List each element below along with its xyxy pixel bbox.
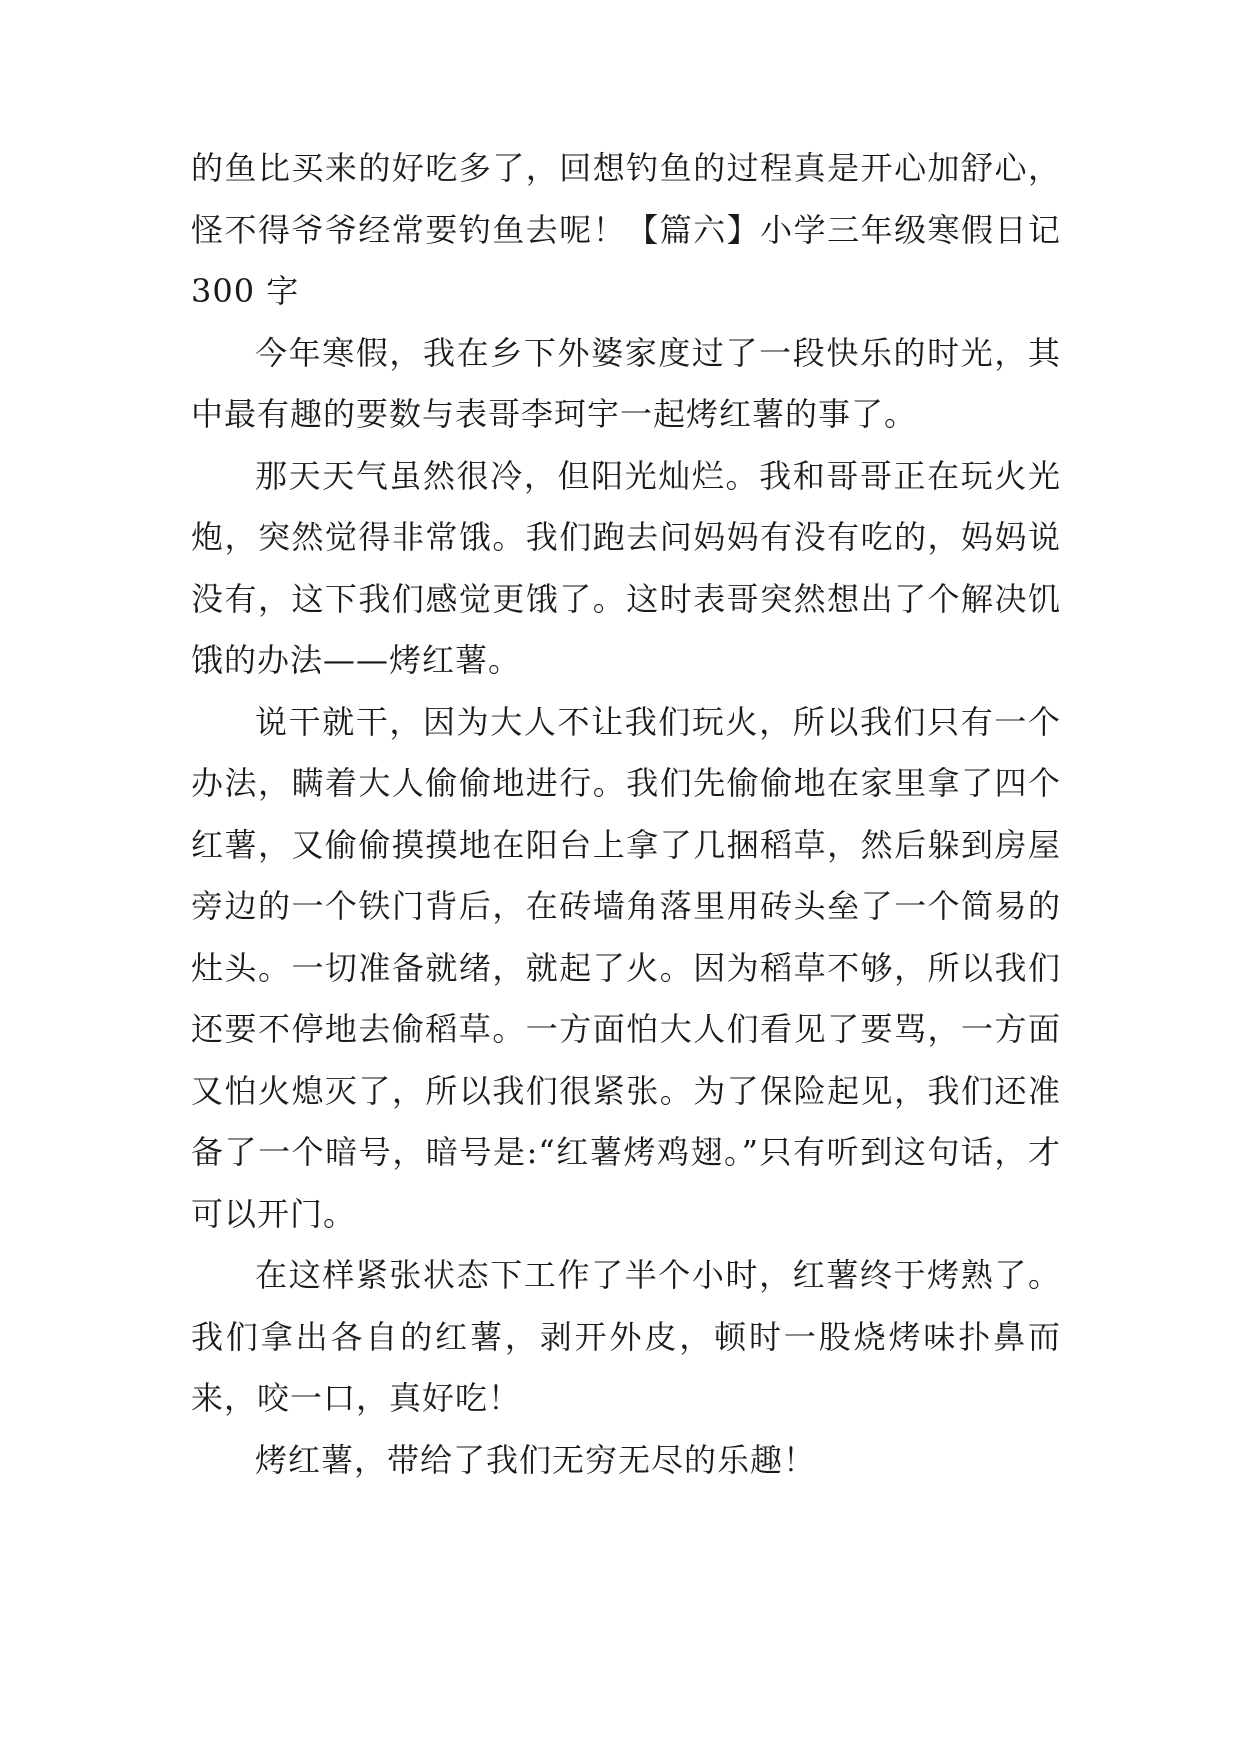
paragraph-1: 的鱼比买来的好吃多了，回想钓鱼的过程真是开心加舒心，怪不得爷爷经常要钓鱼去呢！【篇六】小学三年级寒假日记 300 字: [191, 149, 1061, 310]
paragraph-3: 那天天气虽然很冷，但阳光灿烂。我和哥哥正在玩火光炮，突然觉得非常饿。我们跑去问妈妈有没有吃的，妈妈说没有，这下我们感觉更饿了。这时表哥突然想出了个解决饥饿的办法——烤红薯。: [191, 456, 1061, 679]
document-page: [191, 138, 1061, 1491]
paragraph-5: 在这样紧张状态下工作了半个小时，红薯终于烤熟了。我们拿出各自的红薯，剥开外皮，顿时一股烧烤味扑鼻而来，咬一口，真好吃！: [191, 1256, 1061, 1417]
paragraph-6: 烤红薯，带给了我们无穷无尽的乐趣！: [255, 1440, 817, 1479]
paragraph-2: 今年寒假，我在乡下外婆家度过了一段快乐的时光，其中最有趣的要数与表哥李珂宇一起烤红薯的事了。: [191, 333, 1061, 433]
paragraph-4: 说干就干，因为大人不让我们玩火，所以我们只有一个办法，瞒着大人偷偷地进行。我们先偷偷地在家里拿了四个红薯，又偷偷摸摸地在阳台上拿了几捆稻草，然后躲到房屋旁边的一个铁门背后，在砖墙角落里用砖头垒了一个简易的灶头。一切准备就绪，就起了火。因为稻草不够，所以我们还要不停地去偷稻草。一方面怕大人们看见了要骂，一方面又怕火熄灭了，所以我们很紧张。为了保险起见，我们还准备了一个暗号，暗号是:“红薯烤鸡翅。”只有听到这句话，才可以开门。: [191, 702, 1061, 1233]
